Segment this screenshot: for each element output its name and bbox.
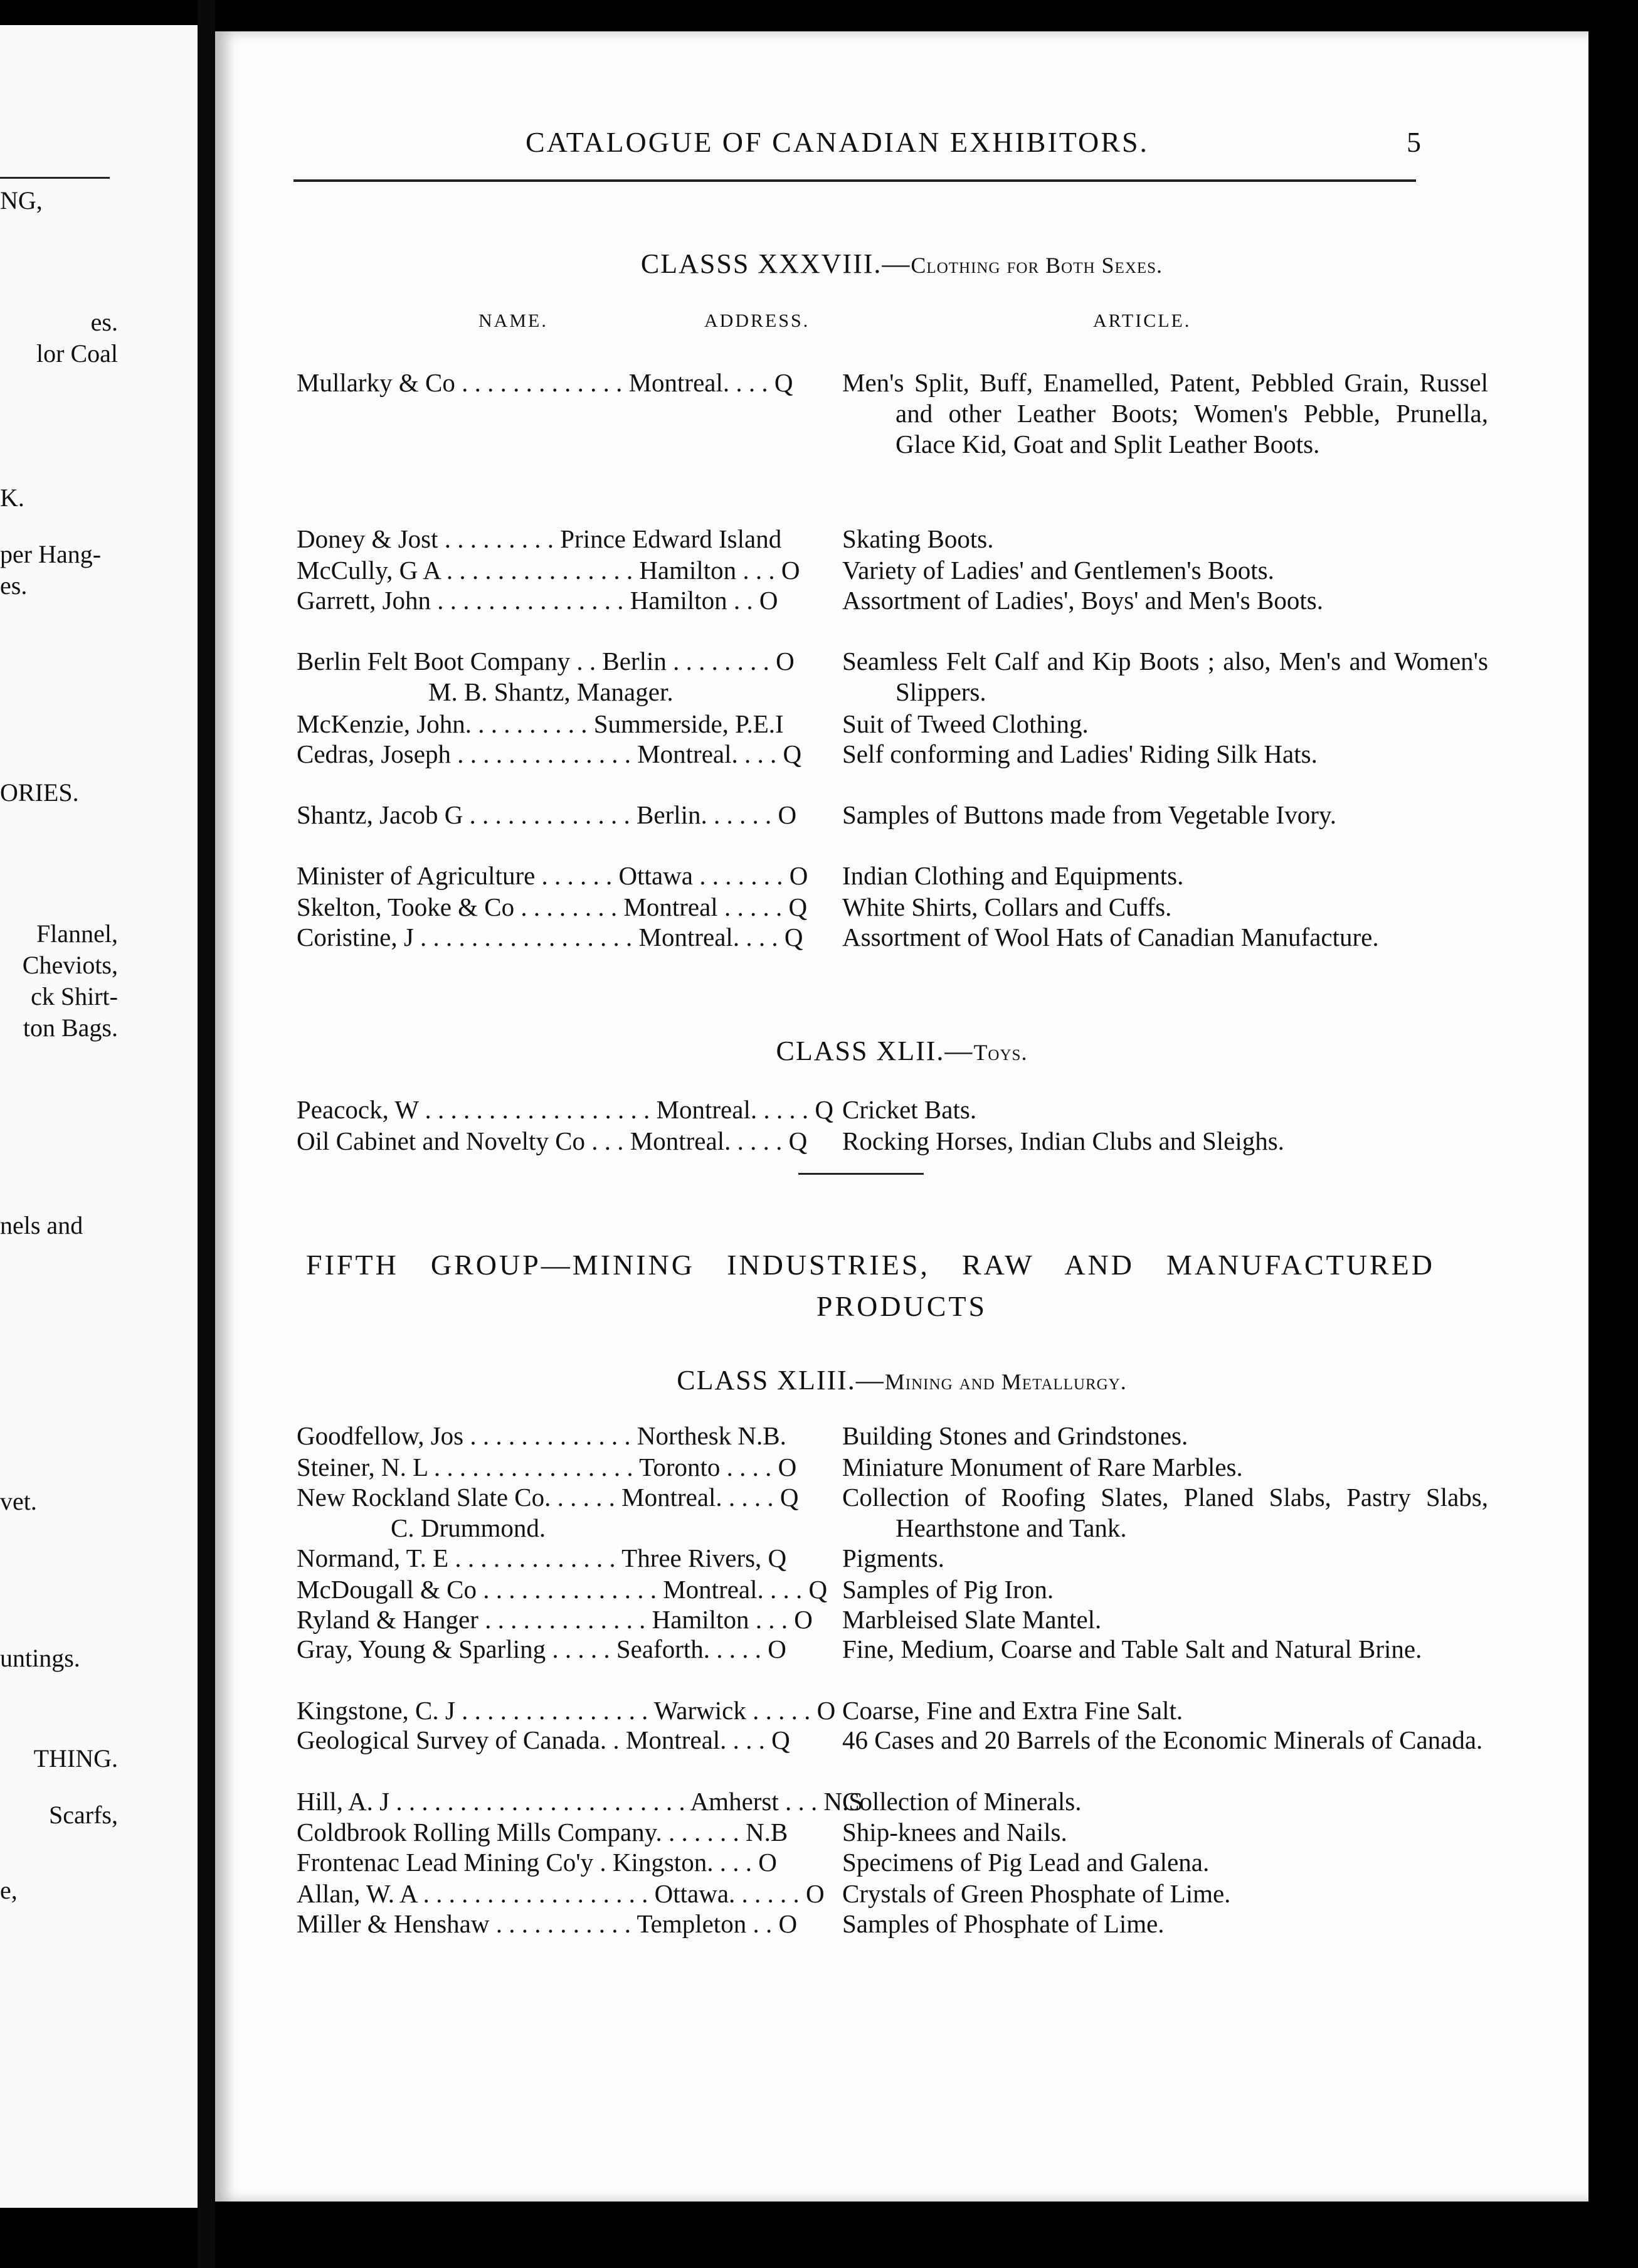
exhibitor-name-address: Gray, Young & Sparling . . . . . Seaforth. . . . . O bbox=[297, 1635, 786, 1663]
exhibitor-name-address: McKenzie, John. . . . . . . . . . Summerside, P.E.I bbox=[297, 709, 784, 738]
exhibit-article: Specimens of Pig Lead and Galena. bbox=[842, 1848, 1210, 1877]
exhibitor-name-address: Ryland & Hanger . . . . . . . . . . . . . Hamilton . . . O bbox=[297, 1605, 813, 1634]
exhibit-article: Samples of Pig Iron. bbox=[842, 1575, 1054, 1604]
exhibitor-name-address: McDougall & Co . . . . . . . . . . . . . . Montreal. . . . Q bbox=[297, 1575, 828, 1604]
previous-page-fragment-text: ck Shirt- bbox=[31, 982, 118, 1010]
exhibitor-name-address: Frontenac Lead Mining Co'y . Kingston. . . . O bbox=[297, 1848, 777, 1877]
entry-row bbox=[215, 555, 1588, 586]
previous-page-fragment bbox=[0, 25, 198, 2208]
exhibitor-name-address: Skelton, Tooke & Co . . . . . . . . Montreal . . . . . Q bbox=[297, 893, 808, 921]
exhibit-article: Samples of Buttons made from Vegetable Ivory. bbox=[842, 800, 1336, 829]
exhibit-article: Pigments. bbox=[842, 1544, 944, 1572]
previous-page-fragment-text: lor Coal bbox=[36, 339, 118, 368]
exhibit-article: 46 Cases and 20 Barrels of the Economic Minerals of Canada. bbox=[842, 1725, 1483, 1754]
exhibitor-name-address: McCully, G A . . . . . . . . . . . . . . . Hamilton . . . O bbox=[297, 556, 800, 585]
entry-row bbox=[215, 709, 1588, 740]
group-5-heading: FIFTH GROUP—MINING INDUSTRIES, RAW AND MANUFACTURED bbox=[306, 1249, 1435, 1281]
exhibit-article: Assortment of Wool Hats of Canadian Manufacture. bbox=[842, 923, 1379, 951]
exhibit-article: Collection of Minerals. bbox=[842, 1787, 1082, 1816]
entry-row bbox=[215, 1421, 1588, 1452]
entry-row bbox=[215, 922, 1588, 953]
class-42-heading bbox=[215, 1035, 1588, 1067]
exhibit-article: Self conforming and Ladies' Riding Silk Hats. bbox=[842, 739, 1318, 768]
exhibit-article: Crystals of Green Phosphate of Lime. bbox=[842, 1879, 1231, 1908]
exhibit-article: Collection of Roofing Slates, Planed Slabs, Pastry Slabs, Hearthstone and Tank. bbox=[842, 1483, 1488, 1542]
class-43-heading bbox=[215, 1364, 1588, 1396]
exhibitor-name-address: Steiner, N. L . . . . . . . . . . . . . . . . Toronto . . . . O bbox=[297, 1453, 797, 1481]
exhibitor-name-address: Goodfellow, Jos . . . . . . . . . . . . . Northesk N.B. bbox=[297, 1421, 786, 1450]
previous-page-rule bbox=[0, 177, 110, 179]
entry-row bbox=[215, 1094, 1588, 1126]
exhibitor-name-address: Miller & Henshaw . . . . . . . . . . . Templeton . . O bbox=[297, 1909, 798, 1938]
previous-page-fragment-text: untings. bbox=[0, 1644, 80, 1672]
entry-row bbox=[215, 646, 1588, 706]
column-header-name: NAME. bbox=[478, 310, 548, 331]
entry-row bbox=[215, 1725, 1588, 1756]
previous-page-fragment-text: K. bbox=[0, 484, 24, 512]
exhibitor-name-address: Coldbrook Rolling Mills Company. . . . . . . N.B bbox=[297, 1818, 788, 1847]
exhibitor-name-address: Minister of Agriculture . . . . . . Ottawa . . . . . . . O bbox=[297, 861, 808, 890]
exhibit-article: Miniature Monument of Rare Marbles. bbox=[842, 1453, 1243, 1481]
previous-page-fragment-text: e, bbox=[0, 1876, 18, 1904]
exhibit-article: Cricket Bats. bbox=[842, 1095, 977, 1124]
class-42-subtitle: Toys. bbox=[973, 1040, 1028, 1065]
exhibitor-name-address: Berlin Felt Boot Company . . Berlin . . . . . . . . O bbox=[297, 647, 795, 676]
exhibit-article: Seamless Felt Calf and Kip Boots ; also, Men's and Women's Slippers. bbox=[842, 647, 1488, 706]
entry-row bbox=[215, 1634, 1588, 1665]
exhibitor-name-address: Allan, W. A . . . . . . . . . . . . . . . . . . Ottawa. . . . . . O bbox=[297, 1879, 825, 1908]
exhibit-article: Suit of Tweed Clothing. bbox=[842, 709, 1089, 738]
column-header-address: ADDRESS. bbox=[704, 310, 810, 331]
entry-row bbox=[215, 524, 1588, 555]
exhibitor-subline: C. Drummond. bbox=[391, 1513, 546, 1542]
entry-row bbox=[215, 1879, 1588, 1910]
entry-row bbox=[215, 1452, 1588, 1483]
exhibitor-name-address: Garrett, John . . . . . . . . . . . . . . . Hamilton . . O bbox=[297, 586, 778, 615]
section-separator bbox=[798, 1173, 924, 1175]
exhibitor-name-address: Cedras, Joseph . . . . . . . . . . . . . . Montreal. . . . Q bbox=[297, 739, 802, 768]
running-header: CATALOGUE OF CANADIAN EXHIBITORS. bbox=[526, 126, 1149, 158]
exhibit-article: Rocking Horses, Indian Clubs and Sleighs. bbox=[842, 1126, 1284, 1155]
class-38-heading bbox=[215, 248, 1588, 280]
entry-row bbox=[215, 368, 1588, 458]
previous-page-fragment-text: Cheviots, bbox=[22, 951, 118, 979]
entry-row bbox=[215, 1574, 1588, 1606]
previous-page-fragment-text: NG, bbox=[0, 186, 43, 215]
entry-row bbox=[215, 739, 1588, 770]
exhibitor-name-address: Normand, T. E . . . . . . . . . . . . . Three Rivers, Q bbox=[297, 1544, 787, 1572]
previous-page-fragment-text: es. bbox=[90, 308, 118, 336]
entry-row bbox=[215, 585, 1588, 617]
class-38-subtitle: Clothing for Both Sexes. bbox=[911, 253, 1163, 278]
previous-page-fragment-text: vet. bbox=[0, 1487, 37, 1515]
exhibit-article: Building Stones and Grindstones. bbox=[842, 1421, 1188, 1450]
entry-row bbox=[215, 1909, 1588, 1940]
exhibit-article: Assortment of Ladies', Boys' and Men's Boots. bbox=[842, 586, 1323, 615]
page-number: 5 bbox=[1407, 126, 1421, 158]
previous-page-fragment-text: ton Bags. bbox=[23, 1014, 118, 1042]
exhibitor-name-address: Hill, A. J . . . . . . . . . . . . . . . . . . . . . . . Amherst . . . N.S bbox=[297, 1787, 864, 1816]
exhibitor-name-address: Mullarky & Co . . . . . . . . . . . . . Montreal. . . . Q bbox=[297, 368, 793, 397]
class-43-subtitle: Mining and Metallurgy. bbox=[884, 1369, 1127, 1394]
header-rule bbox=[293, 179, 1416, 182]
exhibitor-subline: M. B. Shantz, Manager. bbox=[428, 677, 674, 706]
exhibitor-name-address: Peacock, W . . . . . . . . . . . . . . . . . . Montreal. . . . . Q bbox=[297, 1095, 833, 1124]
entry-row bbox=[215, 892, 1588, 923]
previous-page-fragment-text: Flannel, bbox=[36, 919, 118, 948]
exhibitor-name-address: Oil Cabinet and Novelty Co . . . Montreal. . . . . Q bbox=[297, 1126, 808, 1155]
book-gutter bbox=[198, 0, 215, 2268]
class-42-title: CLASS XLII.— bbox=[776, 1036, 974, 1066]
previous-page-fragment-text: per Hang- bbox=[0, 540, 102, 568]
class-38-title: CLASSS XXXVIII.— bbox=[640, 248, 911, 279]
entry-row bbox=[215, 861, 1588, 892]
exhibit-article: Coarse, Fine and Extra Fine Salt. bbox=[842, 1696, 1183, 1725]
entry-row bbox=[215, 800, 1588, 831]
exhibitor-name-address: Kingstone, C. J . . . . . . . . . . . . . . . Warwick . . . . . O bbox=[297, 1696, 836, 1725]
exhibit-article: Indian Clothing and Equipments. bbox=[842, 861, 1184, 890]
exhibit-article: Samples of Phosphate of Lime. bbox=[842, 1909, 1165, 1938]
entry-row bbox=[215, 1604, 1588, 1636]
exhibitor-name-address: Coristine, J . . . . . . . . . . . . . . . . . Montreal. . . . Q bbox=[297, 923, 803, 951]
previous-page-fragment-text: THING. bbox=[33, 1744, 118, 1773]
entry-row bbox=[215, 1817, 1588, 1848]
class-43-title: CLASS XLIII.— bbox=[677, 1365, 885, 1396]
previous-page-fragment-text: Scarfs, bbox=[49, 1801, 118, 1829]
entry-row bbox=[215, 1847, 1588, 1879]
exhibit-article: Skating Boots. bbox=[842, 524, 994, 553]
group-5-heading-line2: PRODUCTS bbox=[816, 1290, 988, 1322]
exhibit-article: Ship-knees and Nails. bbox=[842, 1818, 1067, 1847]
column-header-article: ARTICLE. bbox=[1093, 310, 1192, 331]
entry-row bbox=[215, 1695, 1588, 1727]
exhibit-article: Marbleised Slate Mantel. bbox=[842, 1605, 1102, 1634]
previous-page-fragment-text: es. bbox=[0, 571, 28, 600]
entry-row bbox=[215, 1543, 1588, 1574]
entry-row bbox=[215, 1126, 1588, 1157]
previous-page-fragment-text: nels and bbox=[0, 1211, 83, 1239]
exhibitor-name-address: Geological Survey of Canada. . Montreal. . . . Q bbox=[297, 1725, 790, 1754]
exhibit-article: Men's Split, Buff, Enamelled, Patent, Pebbled Grain, Russel and other Leather Boots; Women's Pebble, Prunella, Glace Kid, Goat and Split Leather Boots. bbox=[842, 368, 1488, 458]
previous-page-fragment-text: ORIES. bbox=[0, 778, 79, 807]
catalogue-page bbox=[215, 31, 1588, 2202]
exhibitor-name-address: Shantz, Jacob G . . . . . . . . . . . . . Berlin. . . . . . O bbox=[297, 800, 797, 829]
exhibit-article: Variety of Ladies' and Gentlemen's Boots. bbox=[842, 556, 1274, 585]
exhibit-article: White Shirts, Collars and Cuffs. bbox=[842, 893, 1172, 921]
exhibit-article: Fine, Medium, Coarse and Table Salt and Natural Brine. bbox=[842, 1635, 1422, 1663]
entry-row bbox=[215, 1482, 1588, 1542]
exhibitor-name-address: Doney & Jost . . . . . . . . . Prince Edward Island bbox=[297, 524, 782, 553]
entry-row bbox=[215, 1786, 1588, 1818]
exhibitor-name-address: New Rockland Slate Co. . . . . . Montreal. . . . . Q bbox=[297, 1483, 799, 1512]
